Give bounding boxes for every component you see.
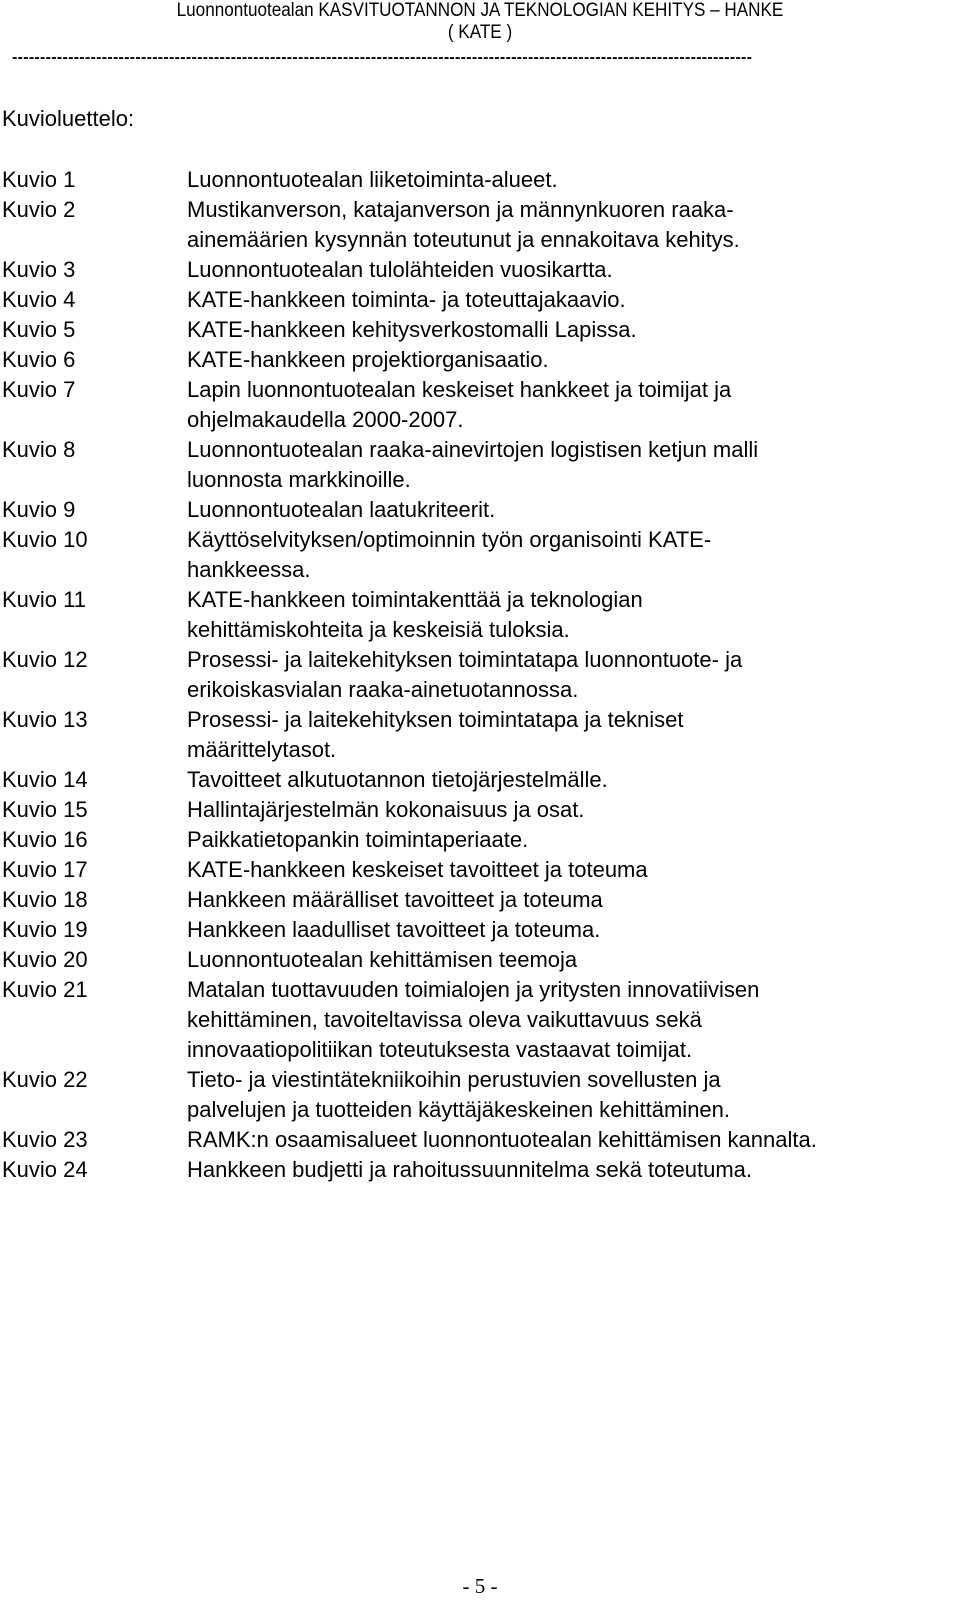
figure-label: Kuvio 18 xyxy=(2,887,88,912)
figure-entry xyxy=(0,915,960,945)
figure-entry xyxy=(0,885,960,915)
figure-entry xyxy=(0,255,960,285)
figure-entry xyxy=(0,1155,960,1185)
figure-entry xyxy=(0,195,960,255)
figure-caption: Hankkeen budjetti ja rahoitussuunnitelma sekä toteutuma. xyxy=(187,1157,753,1182)
page-number: - 5 - xyxy=(462,1574,498,1598)
figure-label: Kuvio 5 xyxy=(2,317,76,342)
figure-label: Kuvio 22 xyxy=(2,1067,88,1092)
figure-caption: Luonnontuotealan tulolähteiden vuosikartta. xyxy=(187,257,613,282)
figure-entry xyxy=(0,945,960,975)
figure-label: Kuvio 1 xyxy=(2,167,76,192)
figure-caption: Prosessi- ja laitekehityksen toimintatapa luonnontuote- ja erikoiskasvialan raaka-ainetuotannossa. xyxy=(187,647,743,702)
figure-label: Kuvio 6 xyxy=(2,347,76,372)
figure-label: Kuvio 10 xyxy=(2,527,88,552)
header-subtitle: ( KATE ) xyxy=(447,22,513,43)
figure-entry xyxy=(0,795,960,825)
figure-caption: Hankkeen määrälliset tavoitteet ja toteuma xyxy=(187,887,603,912)
figure-label: Kuvio 21 xyxy=(2,977,88,1002)
figure-label: Kuvio 16 xyxy=(2,827,88,852)
page-header xyxy=(0,0,960,44)
figure-caption: KATE-hankkeen toiminta- ja toteuttajakaavio. xyxy=(187,287,626,312)
figure-caption: Mustikanverson, katajanverson ja männynkuoren raaka- ainemäärien kysynnän toteutunut ja ennakoitava kehitys. xyxy=(187,197,740,252)
figure-label: Kuvio 23 xyxy=(2,1127,88,1152)
figure-list xyxy=(0,165,960,1185)
figure-caption: Tavoitteet alkutuotannon tietojärjestelmälle. xyxy=(187,767,608,792)
figure-label: Kuvio 24 xyxy=(2,1157,88,1182)
figure-label: Kuvio 2 xyxy=(2,197,76,222)
figure-label: Kuvio 9 xyxy=(2,497,76,522)
figure-caption: Hankkeen laadulliset tavoitteet ja toteuma. xyxy=(187,917,601,942)
figure-caption: Käyttöselvityksen/optimoinnin työn organisointi KATE- hankkeessa. xyxy=(187,527,712,582)
figure-entry xyxy=(0,585,960,645)
figure-caption: Matalan tuottavuuden toimialojen ja yritysten innovatiivisen kehittäminen, tavoiteltavissa oleva vaikuttavuus sekä innovaatiopolitiikan toteutuksesta vastaavat toimijat. xyxy=(187,977,760,1062)
figure-caption: Tieto- ja viestintätekniikoihin perustuvien sovellusten ja palvelujen ja tuotteiden käyttäjäkeskeinen kehittäminen. xyxy=(187,1067,731,1122)
figure-label: Kuvio 15 xyxy=(2,797,88,822)
figure-label: Kuvio 13 xyxy=(2,707,88,732)
figure-caption: Luonnontuotealan kehittämisen teemoja xyxy=(187,947,578,972)
figure-entry xyxy=(0,315,960,345)
figure-entry xyxy=(0,855,960,885)
figure-label: Kuvio 8 xyxy=(2,437,76,462)
figure-entry xyxy=(0,825,960,855)
figure-caption: RAMK:n osaamisalueet luonnontuotealan kehittämisen kannalta. xyxy=(187,1127,817,1152)
figure-caption: Luonnontuotealan liiketoiminta-alueet. xyxy=(187,167,558,192)
header-divider: ------------------------------------------------------------------------------------------------------------------------------------ xyxy=(12,49,753,66)
figure-entry xyxy=(0,345,960,375)
figure-entry xyxy=(0,375,960,435)
figure-caption: Luonnontuotealan raaka-ainevirtojen logistisen ketjun malli luonnosta markkinoille. xyxy=(187,437,759,492)
figure-label: Kuvio 17 xyxy=(2,857,88,882)
figure-entry xyxy=(0,705,960,765)
header-title: Luonnontuotealan KASVITUOTANNON JA TEKNOLOGIAN KEHITYS – HANKE xyxy=(176,0,784,21)
figure-label: Kuvio 14 xyxy=(2,767,88,792)
figure-caption: KATE-hankkeen toimintakenttää ja teknologian kehittämiskohteita ja keskeisiä tuloksia. xyxy=(187,587,643,642)
figure-caption: Luonnontuotealan laatukriteerit. xyxy=(187,497,496,522)
figure-caption: KATE-hankkeen kehitysverkostomalli Lapissa. xyxy=(187,317,637,342)
figure-caption: KATE-hankkeen projektiorganisaatio. xyxy=(187,347,549,372)
figure-entry xyxy=(0,435,960,495)
figure-entry xyxy=(0,1125,960,1155)
figure-entry xyxy=(0,765,960,795)
figure-entry xyxy=(0,525,960,585)
figure-entry xyxy=(0,495,960,525)
figure-label: Kuvio 20 xyxy=(2,947,88,972)
figure-label: Kuvio 12 xyxy=(2,647,88,672)
figure-caption: Paikkatietopankin toimintaperiaate. xyxy=(187,827,529,852)
figure-entry xyxy=(0,975,960,1065)
figure-entry xyxy=(0,645,960,705)
figure-list-title: Kuvioluettelo: xyxy=(2,106,135,131)
figure-entry xyxy=(0,1065,960,1125)
figure-caption: Prosessi- ja laitekehityksen toimintatapa ja tekniset määrittelytasot. xyxy=(187,707,684,762)
figure-entry xyxy=(0,165,960,195)
figure-label: Kuvio 3 xyxy=(2,257,76,282)
figure-caption: Hallintajärjestelmän kokonaisuus ja osat. xyxy=(187,797,585,822)
figure-caption: Lapin luonnontuotealan keskeiset hankkeet ja toimijat ja ohjelmakaudella 2000-2007. xyxy=(187,377,732,432)
figure-label: Kuvio 4 xyxy=(2,287,76,312)
figure-label: Kuvio 7 xyxy=(2,377,76,402)
figure-caption: KATE-hankkeen keskeiset tavoitteet ja toteuma xyxy=(187,857,648,882)
figure-entry xyxy=(0,285,960,315)
figure-label: Kuvio 11 xyxy=(2,587,86,612)
figure-label: Kuvio 19 xyxy=(2,917,88,942)
